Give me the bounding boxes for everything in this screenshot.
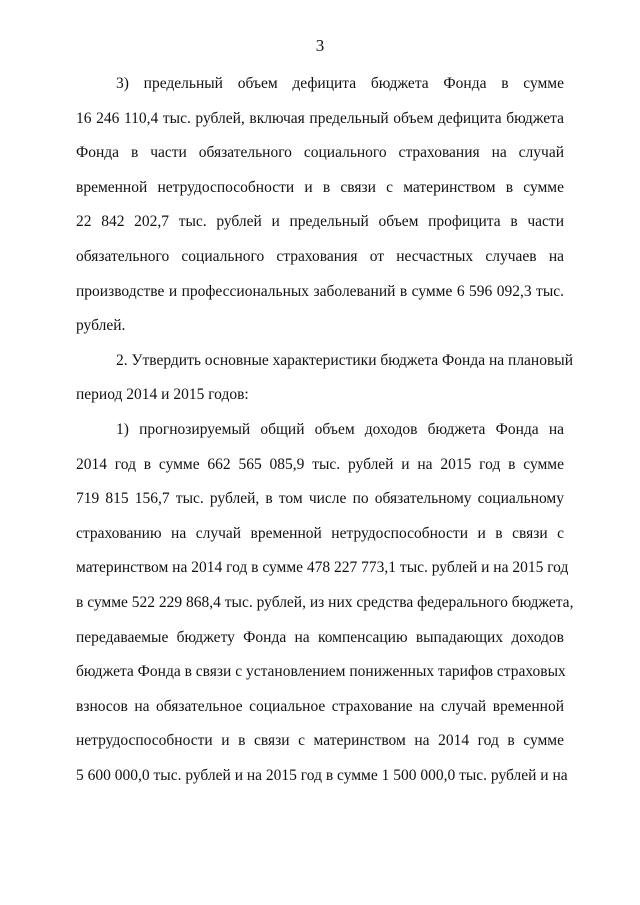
text-line: временной нетрудоспособности и в связи с материнством в сумме <box>76 178 564 196</box>
paragraph-planning-period <box>76 344 574 413</box>
text-line: бюджета Фонда в связи с установлением пониженных тарифов страховых <box>76 663 566 681</box>
paragraph-deficit-limit <box>76 67 564 344</box>
text-line: Фонда в части обязательного социального страхования на случай <box>76 144 564 162</box>
text-line: период 2014 и 2015 годов: <box>76 386 249 404</box>
text-line: 16 246 110,4 тыс. рублей, включая предельный объем дефицита бюджета <box>76 109 564 127</box>
page-number: 3 <box>315 36 325 55</box>
text-line: обязательного социального страхования от несчастных случаев на <box>76 247 564 265</box>
text-line: страхованию на случай временной нетрудоспособности и в связи с <box>76 524 564 542</box>
text-line: рублей. <box>76 317 126 335</box>
text-line: производстве и профессиональных заболеваний в сумме 6 596 092,3 тыс. <box>76 282 564 300</box>
text-line: в сумме 522 229 868,4 тыс. рублей, из них средства федерального бюджета, <box>76 593 574 611</box>
text-line: 5 600 000,0 тыс. рублей и на 2015 год в сумме 1 500 000,0 тыс. рублей и на <box>76 766 568 784</box>
text-line: передаваемые бюджету Фонда на компенсацию выпадающих доходов <box>76 628 564 646</box>
text-line: взносов на обязательное социальное страхование на случай временной <box>76 697 564 715</box>
text-line: 719 815 156,7 тыс. рублей, в том числе по обязательному социальному <box>76 490 564 508</box>
text-line: 2014 год в сумме 662 565 085,9 тыс. рублей и на 2015 год в сумме <box>76 455 564 473</box>
text-line: 22 842 202,7 тыс. рублей и предельный объем профицита в части <box>76 213 564 231</box>
text-line: нетрудоспособности и в связи с материнством на 2014 год в сумме <box>76 732 564 750</box>
text-line: 1) прогнозируемый общий объем доходов бюджета Фонда на <box>116 420 564 438</box>
document-body <box>76 67 574 793</box>
text-line: материнством на 2014 год в сумме 478 227 773,1 тыс. рублей и на 2015 год <box>76 559 569 577</box>
text-line: 2. Утвердить основные характеристики бюджета Фонда на плановый <box>116 351 574 369</box>
text-line: 3) предельный объем дефицита бюджета Фонда в сумме <box>116 75 564 92</box>
paragraph-forecast-revenue <box>76 413 574 794</box>
